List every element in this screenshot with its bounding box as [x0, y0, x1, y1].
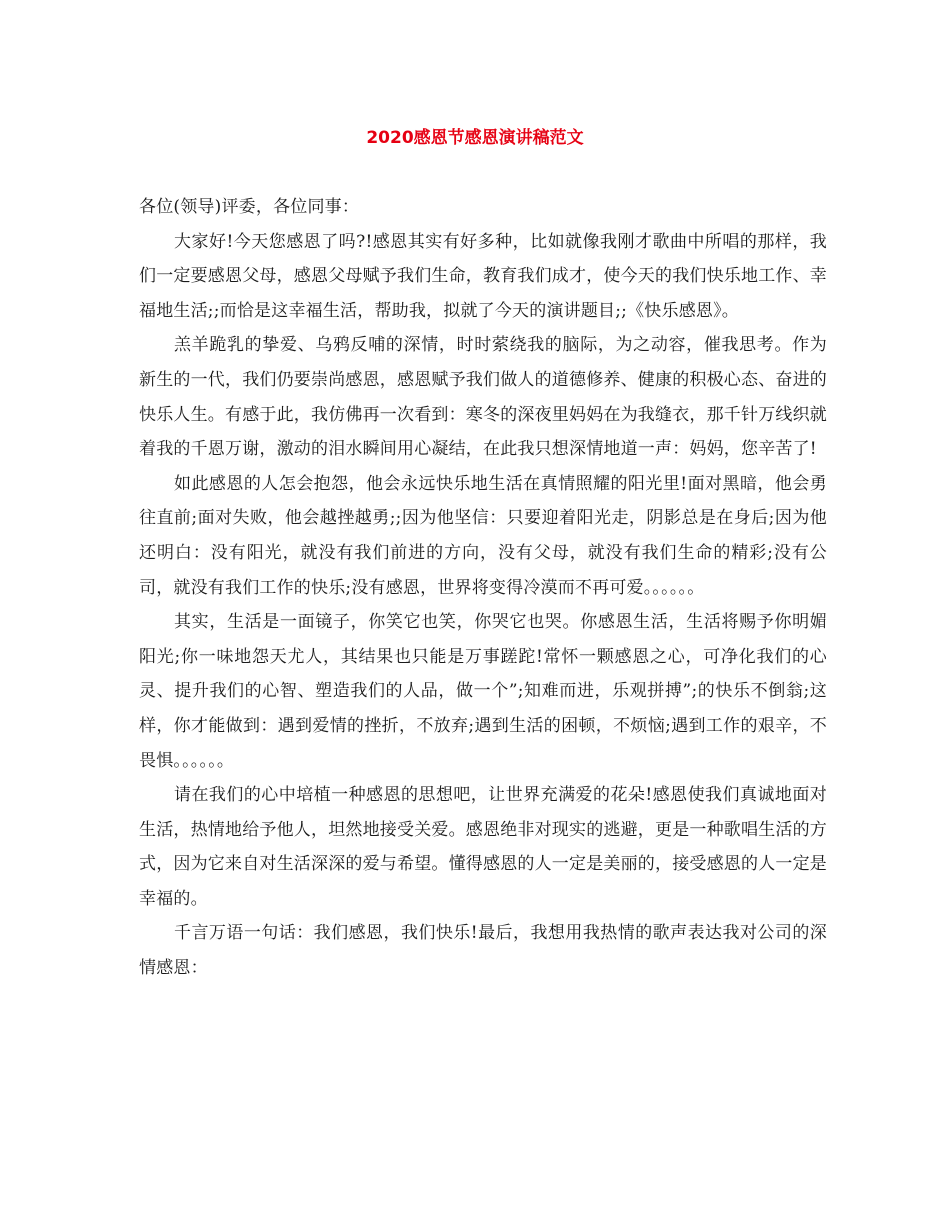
greeting-line: 各位(领导)评委，各位同事：	[139, 197, 360, 217]
paragraph-2: 羔羊跪乳的挚爱、乌鸦反哺的深情，时时萦绕我的脑际，为之动容，催我思考。作为新生的一代，我们仍要崇尚感恩，感恩赋予我们做人的道德修养、健康的积极心态、奋进的快乐人生。有感于此，我仿佛再一次看到：寒冬的深夜里妈妈在为我缝衣，那千针万线织就着我的千恩万谢，激动的泪水瞬间用心凝结，在此我只想深情地道一声：妈妈，您辛苦了!	[139, 335, 827, 460]
paragraph-4: 其实，生活是一面镜子，你笑它也笑，你哭它也哭。你感恩生活，生活将赐予你明媚阳光;你一味地怨天尤人，其结果也只能是万事蹉跎!常怀一颗感恩之心，可净化我们的心灵、提升我们的心智、塑造我们的人品，做一个”;知难而进，乐观拼搏”;的快乐不倒翁;这样，你才能做到：遇到爱情的挫折，不放弃;遇到生活的困顿，不烦恼;遇到工作的艰辛，不畏惧。。。。。。	[139, 612, 827, 771]
paragraph-6: 千言万语一句话：我们感恩，我们快乐!最后，我想用我热情的歌声表达我对公司的深情感恩：	[139, 923, 827, 979]
paragraph-1: 大家好!今天您感恩了吗?!感恩其实有好多种，比如就像我刚才歌曲中所唱的那样，我们一定要感恩父母，感恩父母赋予我们生命，教育我们成才，使今天的我们快乐地工作、幸福地生活;;而恰是这幸福生活，帮助我，拟就了今天的演讲题目;;《快乐感恩》。	[139, 231, 827, 321]
paragraph-3: 如此感恩的人怎会抱怨，他会永远快乐地生活在真情照耀的阳光里!面对黑暗，他会勇往直前;面对失败，他会越挫越勇;;因为他坚信：只要迎着阳光走，阴影总是在身后;因为他还明白：没有阳光，就没有我们前进的方向，没有父母，就没有我们生命的精彩;没有公司，就没有我们工作的快乐;没有感恩，世界将变得冷漠而不再可爱。。。。。。	[139, 473, 827, 598]
paragraph-5: 请在我们的心中培植一种感恩的思想吧，让世界充满爱的花朵!感恩使我们真诚地面对生活，热情地给予他人，坦然地接受关爱。感恩绝非对现实的逃避，更是一种歌唱生活的方式，因为它来自对生活深深的爱与希望。懂得感恩的人一定是美丽的，接受感恩的人一定是幸福的。	[139, 785, 827, 909]
document-title: 2020感恩节感恩演讲稿范文	[366, 128, 584, 148]
document-body	[139, 190, 827, 986]
